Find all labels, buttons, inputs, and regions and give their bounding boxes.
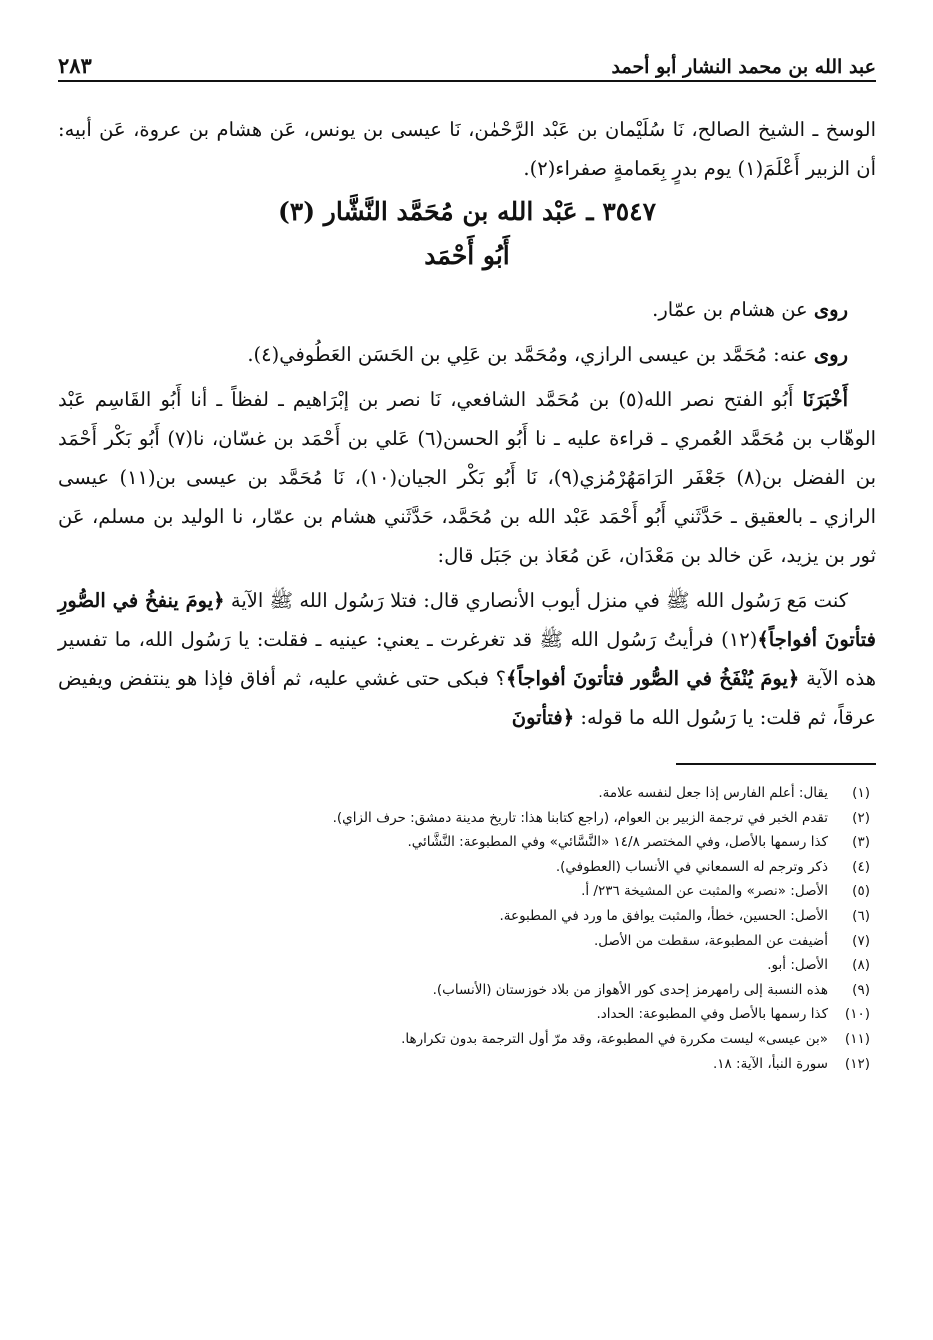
hadith-text-3: ؟ فبكى حتى غشي عليه، ثم أفاق فإذا هو ينتفض ويفيض عرقاً، ثم قلت: يا رَسُول الله ما قوله:: [58, 667, 876, 729]
footnote-text: سورة النبأ، الآية: ١٨.: [712, 1055, 828, 1072]
footnote-number: (٨): [852, 957, 870, 974]
footnote-number: (٧): [852, 932, 870, 949]
footnote-number: (٢): [852, 809, 870, 826]
footnote: [58, 904, 876, 929]
footnote: [58, 806, 876, 831]
page-header: [58, 36, 876, 82]
isnad-paragraph: [58, 380, 876, 575]
isnad-text: أَبُو الفتح نصر الله(٥) بن مُحَمَّد الشافعي، نَا نصر بن إبْرَاهيم ـ لفظاً ـ أنا أَبُو القَاسِم عَبْد الوهّاب بن مُحَمَّد العُمري ـ قراءة عليه ـ نا أَبُو الحسن(٦) عَلي بن أَحْمَد بن غسّان، نا(٧) أَبُو بَكْر أَحْمَد بن الفضل بن(٨) جَعْفَر الرَامَهُرْمُزي(٩)، نَا أَبُو بَكْر الجيان(١٠)، نَا مُحَمَّد بن عيسى بن(١١) عيسى الرازي ـ بالعقيق ـ حَدَّثَني أَبُو أَحْمَد عَبْد الله بن مُحَمَّد، حَدَّثَني هشام بن عمّار، نا الوليد بن مسلم، عَن ثور بن يزيد، عَن خالد بن مَعْدَان، عَن مُعَاذ بن جَبَل قال:: [58, 388, 877, 567]
footnote: [58, 830, 876, 855]
footnotes: [58, 781, 876, 1076]
narrated-from: [58, 290, 876, 329]
footnote: [58, 1027, 876, 1052]
narrated-from-label: روى: [813, 298, 848, 321]
narrated-by-label: روى: [813, 343, 848, 366]
footnote: [58, 978, 876, 1003]
footnote-number: (١٢): [844, 1055, 870, 1072]
footnote-text: تقدم الخبر في ترجمة الزبير بن العوام، (راجع كتابنا هذا: تاريخ مدينة دمشق: حرف الزاي).: [332, 809, 828, 826]
footnote-text: الأصل: أبو.: [767, 957, 828, 974]
entry-title: ٣٥٤٧ ـ عَبْد الله بن مُحَمَّد النَّشَّار (٣): [277, 197, 657, 226]
footnote-text: الأصل: «نصر» والمثبت عن المشيخة ٢٣٦/ أ.: [581, 883, 828, 900]
footnote-text: أضيفت عن المطبوعة، سقطت من الأصل.: [593, 932, 828, 949]
footnote-number: (١١): [844, 1030, 870, 1047]
footnote: [58, 781, 876, 806]
narrated-by-text: عنه: مُحَمَّد بن عيسى الرازي، ومُحَمَّد بن عَلِي بن الحَسَن العَطُوفي(٤).: [247, 343, 808, 366]
quran-verse-2: ﴿يومَ يُنْفَخُ في الصُّور فتأتونَ أفواجاً﴾: [506, 667, 800, 690]
footnote-number: (١): [852, 785, 870, 801]
hadith-text-1: كنت مَع رَسُول الله ﷺ في منزل أيوب الأنصاري قال: فتلا رَسُول الله ﷺ الآية: [230, 589, 848, 612]
footnote-text: كذا رسمها بالأصل وفي المطبوعة: الحداد.: [596, 1006, 828, 1023]
running-title: عبد الله بن محمد النشار أبو أحمد: [611, 56, 876, 78]
footnote-number: (٣): [852, 834, 870, 851]
footnote-text: يقال: أعلم الفارس إذا جعل لنفسه علامة.: [598, 785, 828, 801]
footnote-divider: [676, 763, 876, 765]
book-page: [58, 36, 876, 1076]
footnote-text: «بن عيسى» ليست مكررة في المطبوعة، وقد مرّ أول الترجمة بدون تكرارها.: [401, 1030, 828, 1047]
footnote: [58, 929, 876, 954]
page-number: ٢٨٣: [58, 53, 92, 78]
isnad-lead: أَخْبَرَنَا: [802, 388, 849, 411]
footnote: [58, 879, 876, 904]
hadith-paragraph: [58, 581, 876, 737]
footnote-text: هذه النسبة إلى رامهرمز إحدى كور الأهواز من بلاد خوزستان (الأنساب).: [432, 981, 828, 998]
footnote-number: (٩): [852, 981, 870, 998]
footnote-number: (٤): [852, 858, 870, 875]
footnote: [58, 953, 876, 978]
footnote-text: ذكر وترجم له السمعاني في الأنساب (العطوفي).: [555, 858, 828, 875]
quran-verse-3: ﴿فتأتونَ: [511, 706, 575, 729]
footnote: [58, 1002, 876, 1027]
footnote-number: (٥): [852, 883, 870, 900]
intro-paragraph: الوسخ ـ الشيخ الصالح، نَا سُلَيْمان بن عَبْد الرَّحْمٰن، نَا عيسى بن يونس، عَن هشام بن عروة، عَن أبيه: أن الزبير أَعْلَمَ(١) يوم بدرٍ بِعَمامةٍ صفراء(٢).: [58, 118, 876, 180]
footnote-text: كذا رسمها بالأصل، وفي المختصر ١٤/٨ «النَّسَّائي» وفي المطبوعة: النَّشَّائي.: [407, 834, 828, 851]
footnote: [58, 855, 876, 880]
main-text: [58, 110, 876, 737]
footnote-number: (٦): [852, 907, 870, 924]
narrated-from-text: عن هشام بن عمّار.: [652, 298, 808, 321]
entry-subtitle: أَبُو أَحْمَد: [424, 241, 510, 270]
footnote-number: (١٠): [844, 1006, 870, 1023]
footnote-text: الأصل: الحسين، خطأ، والمثبت يوافق ما ورد في المطبوعة.: [499, 907, 828, 924]
quran-verse-1: ﴿يومَ ينفخُ في الصُّورِ فتأتونَ أفواجاً﴾: [58, 589, 876, 651]
footnote: [58, 1052, 876, 1077]
hadith-text-2: (١٢) فرأيتُ رَسُول الله ﷺ قد تغرغرت ـ يعني: عينيه ـ فقلت: يا رَسُول الله، ما تفسير هذه الآية: [58, 628, 876, 690]
narrated-by: [58, 335, 876, 374]
